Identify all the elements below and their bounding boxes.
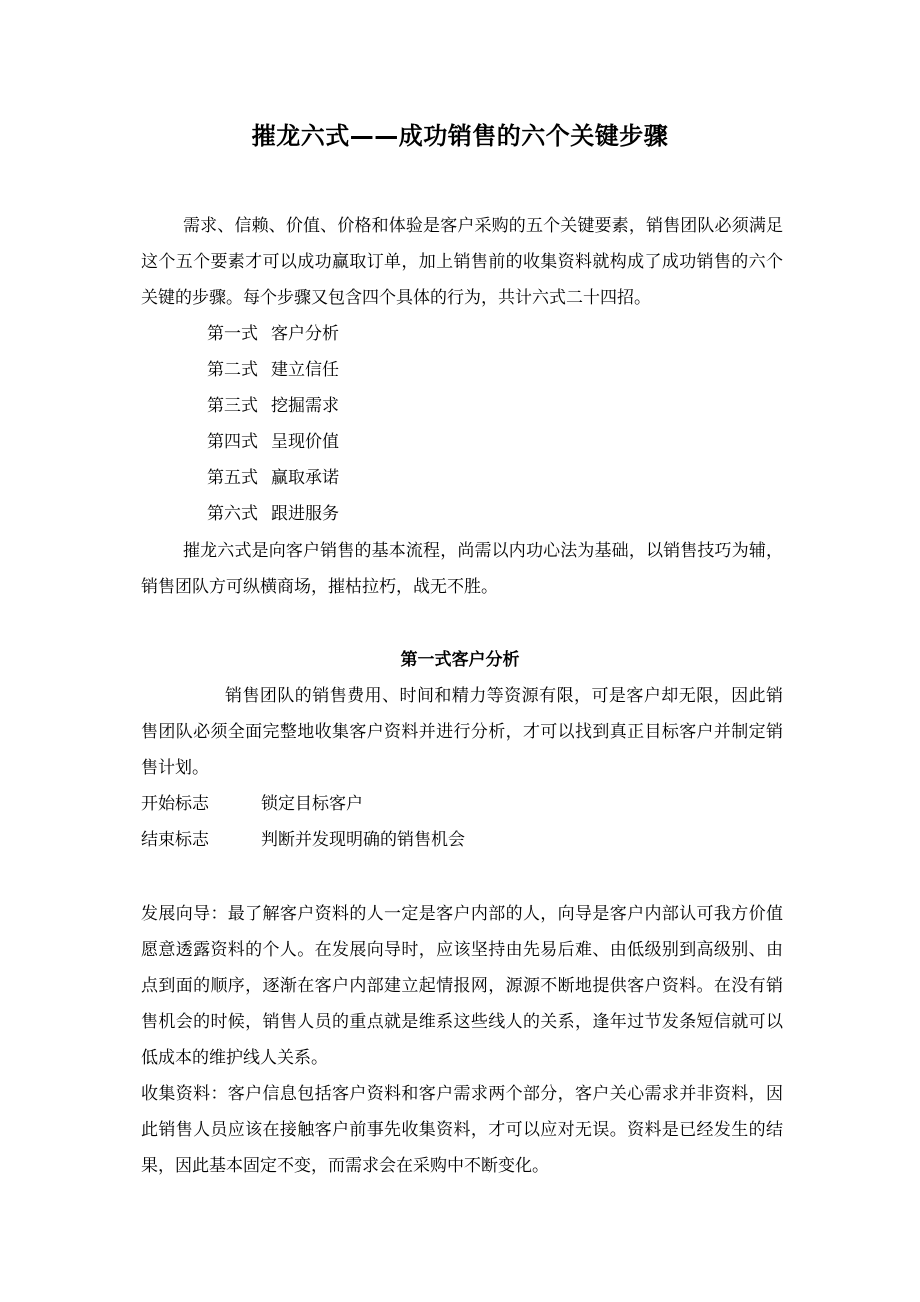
step-name: 挖掘需求 — [271, 396, 339, 416]
step-number: 第三式 — [207, 396, 258, 416]
collect-paragraph: 收集资料：客户信息包括客户资料和客户需求两个部分，客户关心需求并非资料，因此销售人员应该在接触客户前事先收集资料，才可以应对无误。资料是已经发生的结果，因此基本固定不变，而需求会在采购中不断变化。 — [141, 1084, 783, 1176]
section-description: 销售团队的销售费用、时间和精力等资源有限，可是客户却无限，因此销售团队必须全面完整地收集客户资料并进行分析，才可以找到真正目标客户并制定销售计划。 — [141, 686, 783, 778]
end-marker-row — [141, 822, 465, 858]
end-marker-label: 结束标志 — [141, 830, 209, 850]
list-item — [207, 460, 339, 496]
start-marker-value: 锁定目标客户 — [261, 794, 363, 814]
steps-list — [207, 316, 339, 532]
step-number: 第一式 — [207, 324, 258, 344]
section-heading: 第一式客户分析 — [400, 650, 520, 670]
list-item — [207, 424, 339, 460]
document-title: 摧龙六式——成功销售的六个关键步骤 — [251, 122, 669, 150]
intro-paragraph: 需求、信赖、价值、价格和体验是客户采购的五个关键要素，销售团队必须满足这个五个要素才可以成功赢取订单，加上销售前的收集资料就构成了成功销售的六个关键的步骤。每个步骤又包含四个具体的行为，共计六式二十四招。 — [141, 216, 783, 308]
step-number: 第四式 — [207, 432, 258, 452]
list-item — [207, 388, 339, 424]
list-item — [207, 352, 339, 388]
start-marker-label: 开始标志 — [141, 794, 209, 814]
step-number: 第五式 — [207, 468, 258, 488]
end-marker-value: 判断并发现明确的销售机会 — [261, 830, 465, 850]
guide-paragraph: 发展向导：最了解客户资料的人一定是客户内部的人，向导是客户内部认可我方价值愿意透露资料的个人。在发展向导时，应该坚持由先易后难、由低级别到高级别、由点到面的顺序，逐渐在客户内部建立起情报网，源源不断地提供客户资料。在没有销售机会的时候，销售人员的重点就是维系这些线人的关系，逢年过节发条短信就可以低成本的维护线人关系。 — [141, 904, 783, 1068]
summary-paragraph: 摧龙六式是向客户销售的基本流程，尚需以内功心法为基础，以销售技巧为辅，销售团队方可纵横商场，摧枯拉朽，战无不胜。 — [141, 541, 783, 597]
step-name: 赢取承诺 — [271, 468, 339, 488]
step-name: 建立信任 — [271, 360, 339, 380]
step-name: 跟进服务 — [271, 504, 339, 524]
step-name: 客户分析 — [271, 324, 339, 344]
step-number: 第二式 — [207, 360, 258, 380]
step-number: 第六式 — [207, 504, 258, 524]
step-name: 呈现价值 — [271, 432, 339, 452]
list-item — [207, 316, 339, 352]
start-marker-row — [141, 786, 363, 822]
list-item — [207, 496, 339, 532]
